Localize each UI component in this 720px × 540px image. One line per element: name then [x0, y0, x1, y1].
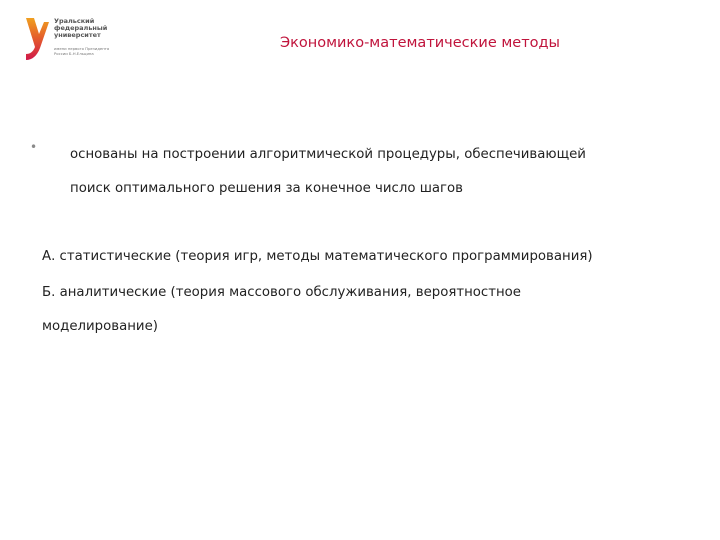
item-b-analytical — [42, 276, 702, 344]
logo-mark-icon — [24, 16, 50, 62]
logo-wordmark — [54, 18, 126, 39]
item-a-line: А. статистические (теория игр, методы математического программирования) — [42, 249, 593, 264]
logo-sub-line: имени первого Президента — [54, 46, 110, 51]
bullet-line: основаны на построении алгоритмической процедуры, обеспечивающей — [70, 147, 586, 162]
bullet-marker: • — [30, 140, 38, 154]
bullet-line: поиск оптимального решения за конечное число шагов — [70, 181, 463, 196]
logo-line: Уральский — [54, 17, 95, 25]
bullet-text — [70, 138, 680, 206]
item-b-line: Б. аналитические (теория массового обслуживания, вероятностное — [42, 285, 521, 300]
logo-line: университет — [54, 31, 101, 39]
item-a-statistical — [42, 240, 702, 274]
slide-title: Экономико-математические методы — [279, 35, 561, 51]
logo-subtitle — [54, 47, 126, 56]
item-b-line: моделирование) — [42, 319, 158, 334]
university-logo — [24, 16, 124, 62]
logo-line: федеральный — [54, 24, 108, 32]
logo-sub-line: России Б.Н.Ельцина — [54, 50, 94, 56]
